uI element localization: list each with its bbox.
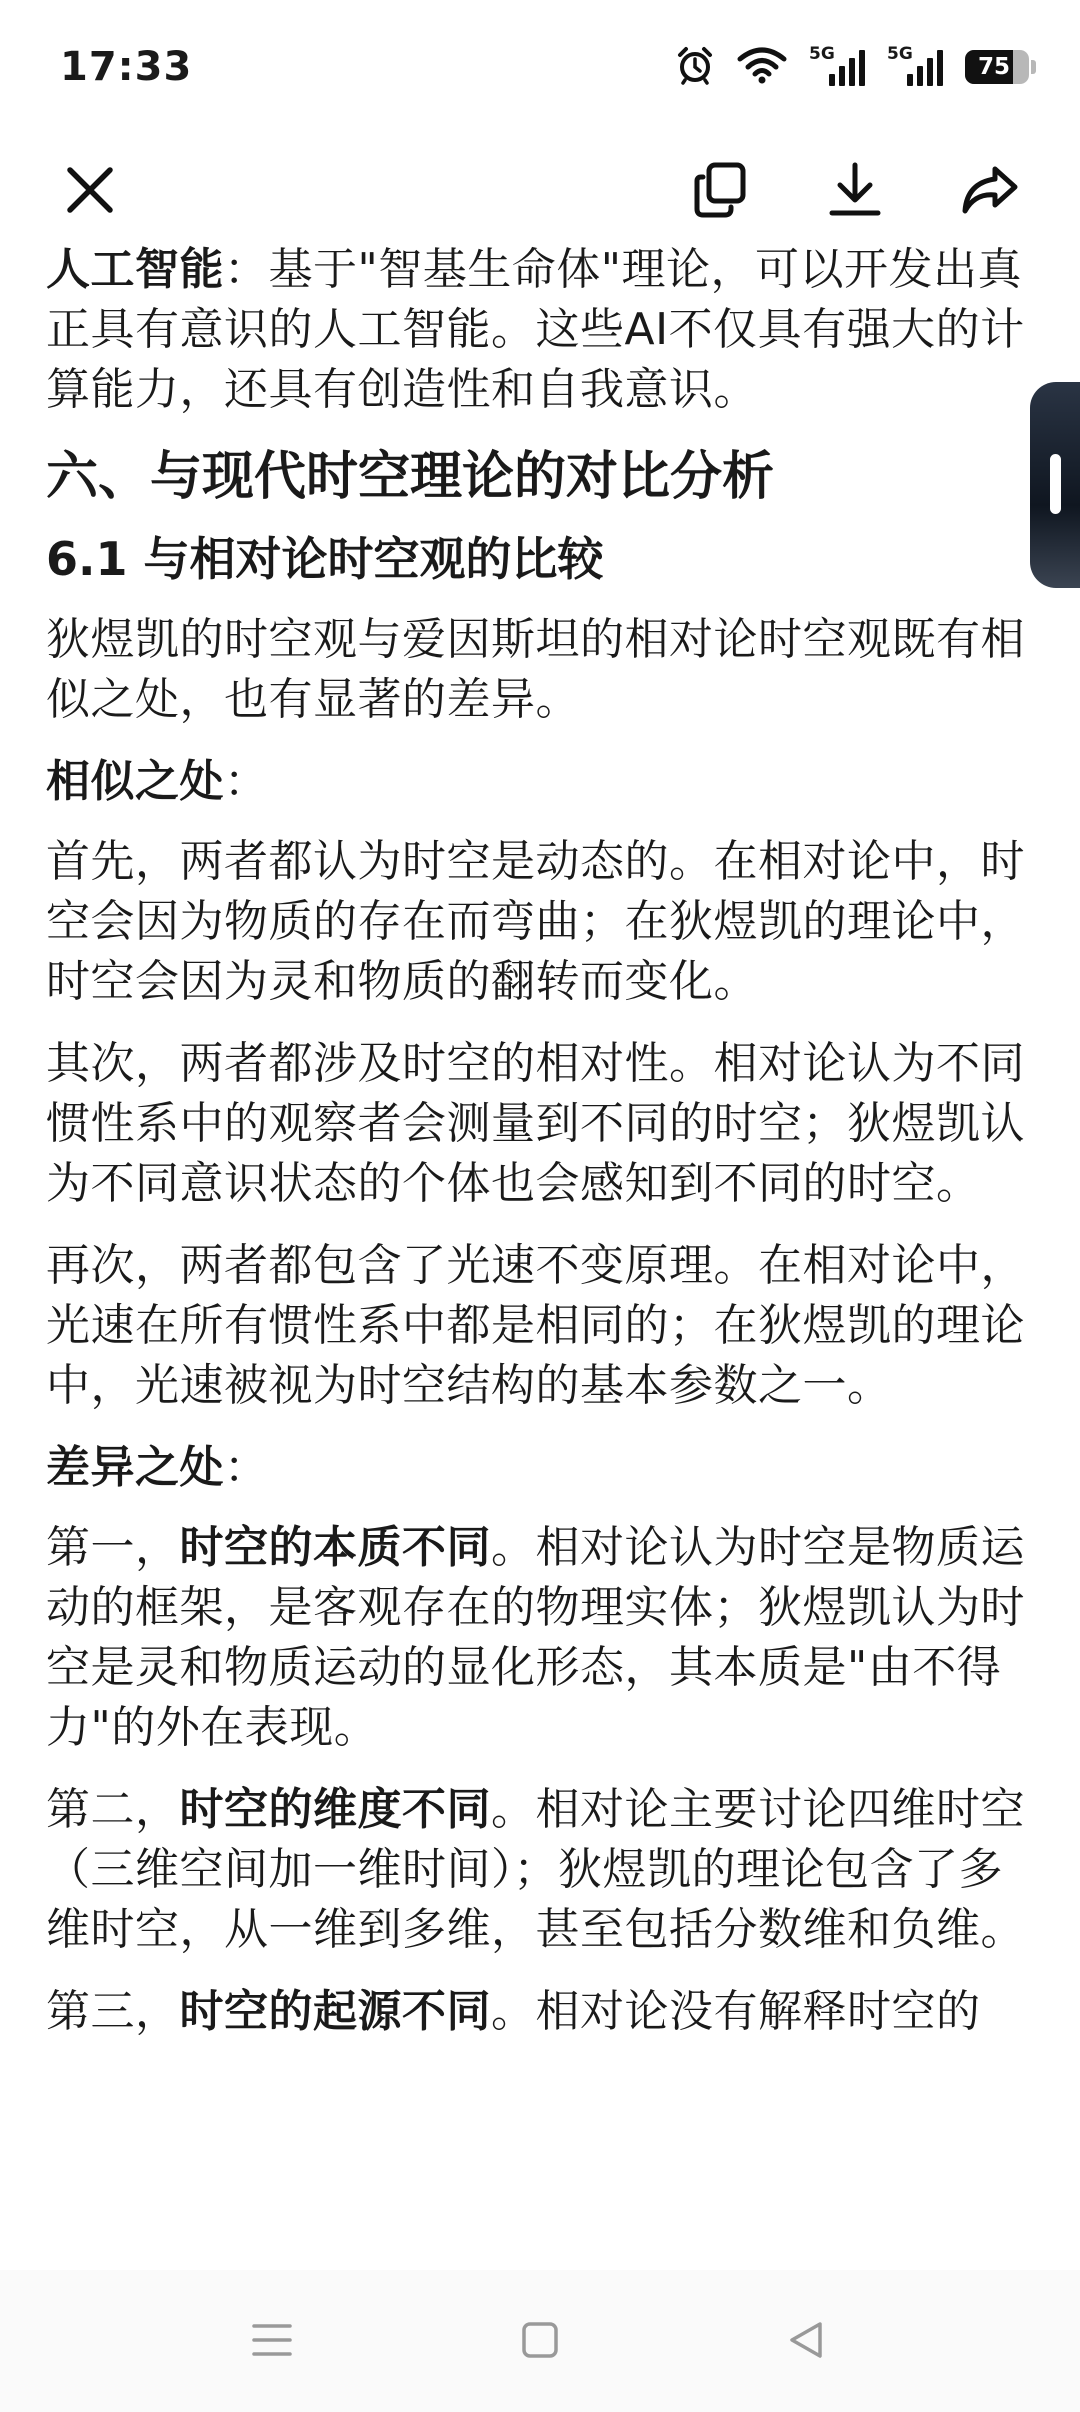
- wifi-icon: [737, 46, 787, 88]
- paragraph-ai: 人工智能：基于"智基生命体"理论，可以开发出真正具有意识的人工智能。这些AI不仅具有强大的计算能力，还具有创造性和自我意识。: [46, 244, 1025, 415]
- home-icon: [520, 2320, 560, 2360]
- status-bar: [0, 0, 1080, 140]
- paragraph-intro: 狄煜凯的时空观与爱因斯坦的相对论时空观既有相似之处，也有显著的差异。: [46, 614, 1025, 725]
- alarm-icon: [675, 45, 715, 89]
- network-type-label: 5G: [887, 44, 913, 64]
- reader-toolbar: [0, 140, 1080, 240]
- share-icon: [959, 161, 1021, 219]
- paragraph-difference-3: 第三，时空的起源不同。相对论没有解释时空的: [46, 1986, 981, 2037]
- copy-icon: [691, 161, 749, 219]
- paragraph-third: 再次，两者都包含了光速不变原理。在相对论中，光速在所有惯性系中都是相同的；在狄煜凯的理论中，光速被视为时空结构的基本参数之一。: [46, 1240, 1025, 1411]
- paragraph-difference-2: 第二，时空的维度不同。相对论主要讨论四维时空（三维空间加一维时间）；狄煜凯的理论包含了多维时空，从一维到多维，甚至包括分数维和负维。: [46, 1784, 1025, 1955]
- cellular-signal-2-icon: [887, 46, 943, 88]
- bold-term: 人工智能: [46, 244, 224, 295]
- differences-label: 差异之处：: [46, 1442, 269, 1493]
- close-button[interactable]: [50, 150, 130, 230]
- recent-apps-button[interactable]: [232, 2300, 312, 2380]
- paragraph-difference-1: 第一，时空的本质不同。相对论认为时空是物质运动的框架，是客观存在的物理实体；狄煜凯认为时空是灵和物质运动的显化形态，其本质是"由不得力"的外在表现。: [46, 1522, 1025, 1753]
- paragraph-second: 其次，两者都涉及时空的相对性。相对论认为不同惯性系中的观察者会测量到不同的时空；狄煜凯认为不同意识状态的个体也会感知到不同的时空。: [46, 1038, 1025, 1209]
- back-button[interactable]: [766, 2300, 846, 2380]
- status-time: 17:33: [60, 44, 193, 90]
- network-type-label: 5G: [809, 44, 835, 64]
- share-button[interactable]: [950, 150, 1030, 230]
- home-button[interactable]: [500, 2300, 580, 2380]
- side-scroll-handle[interactable]: [1030, 382, 1080, 588]
- battery-icon: [965, 50, 1029, 84]
- document-content: [46, 180, 1036, 2270]
- download-button[interactable]: [815, 150, 895, 230]
- copy-button[interactable]: [680, 150, 760, 230]
- menu-icon: [250, 2320, 294, 2360]
- paragraph-first: 首先，两者都认为时空是动态的。在相对论中，时空会因为物质的存在而弯曲；在狄煜凯的理论中，时空会因为灵和物质的翻转而变化。: [46, 836, 1025, 1007]
- similarities-label: 相似之处：: [46, 756, 269, 807]
- download-icon: [826, 161, 884, 219]
- cellular-signal-1-icon: [809, 46, 865, 88]
- status-icons: [675, 42, 1036, 92]
- battery-tip: [1031, 60, 1036, 74]
- subsection-heading: 6.1 与相对论时空观的比较: [46, 532, 604, 586]
- close-icon: [62, 162, 118, 218]
- section-heading: 六、与现代时空理论的对比分析: [46, 447, 775, 507]
- handle-grip: [1050, 454, 1061, 514]
- back-icon: [786, 2320, 826, 2360]
- system-nav-bar: [0, 2270, 1080, 2412]
- battery-percent: 75: [977, 54, 1010, 80]
